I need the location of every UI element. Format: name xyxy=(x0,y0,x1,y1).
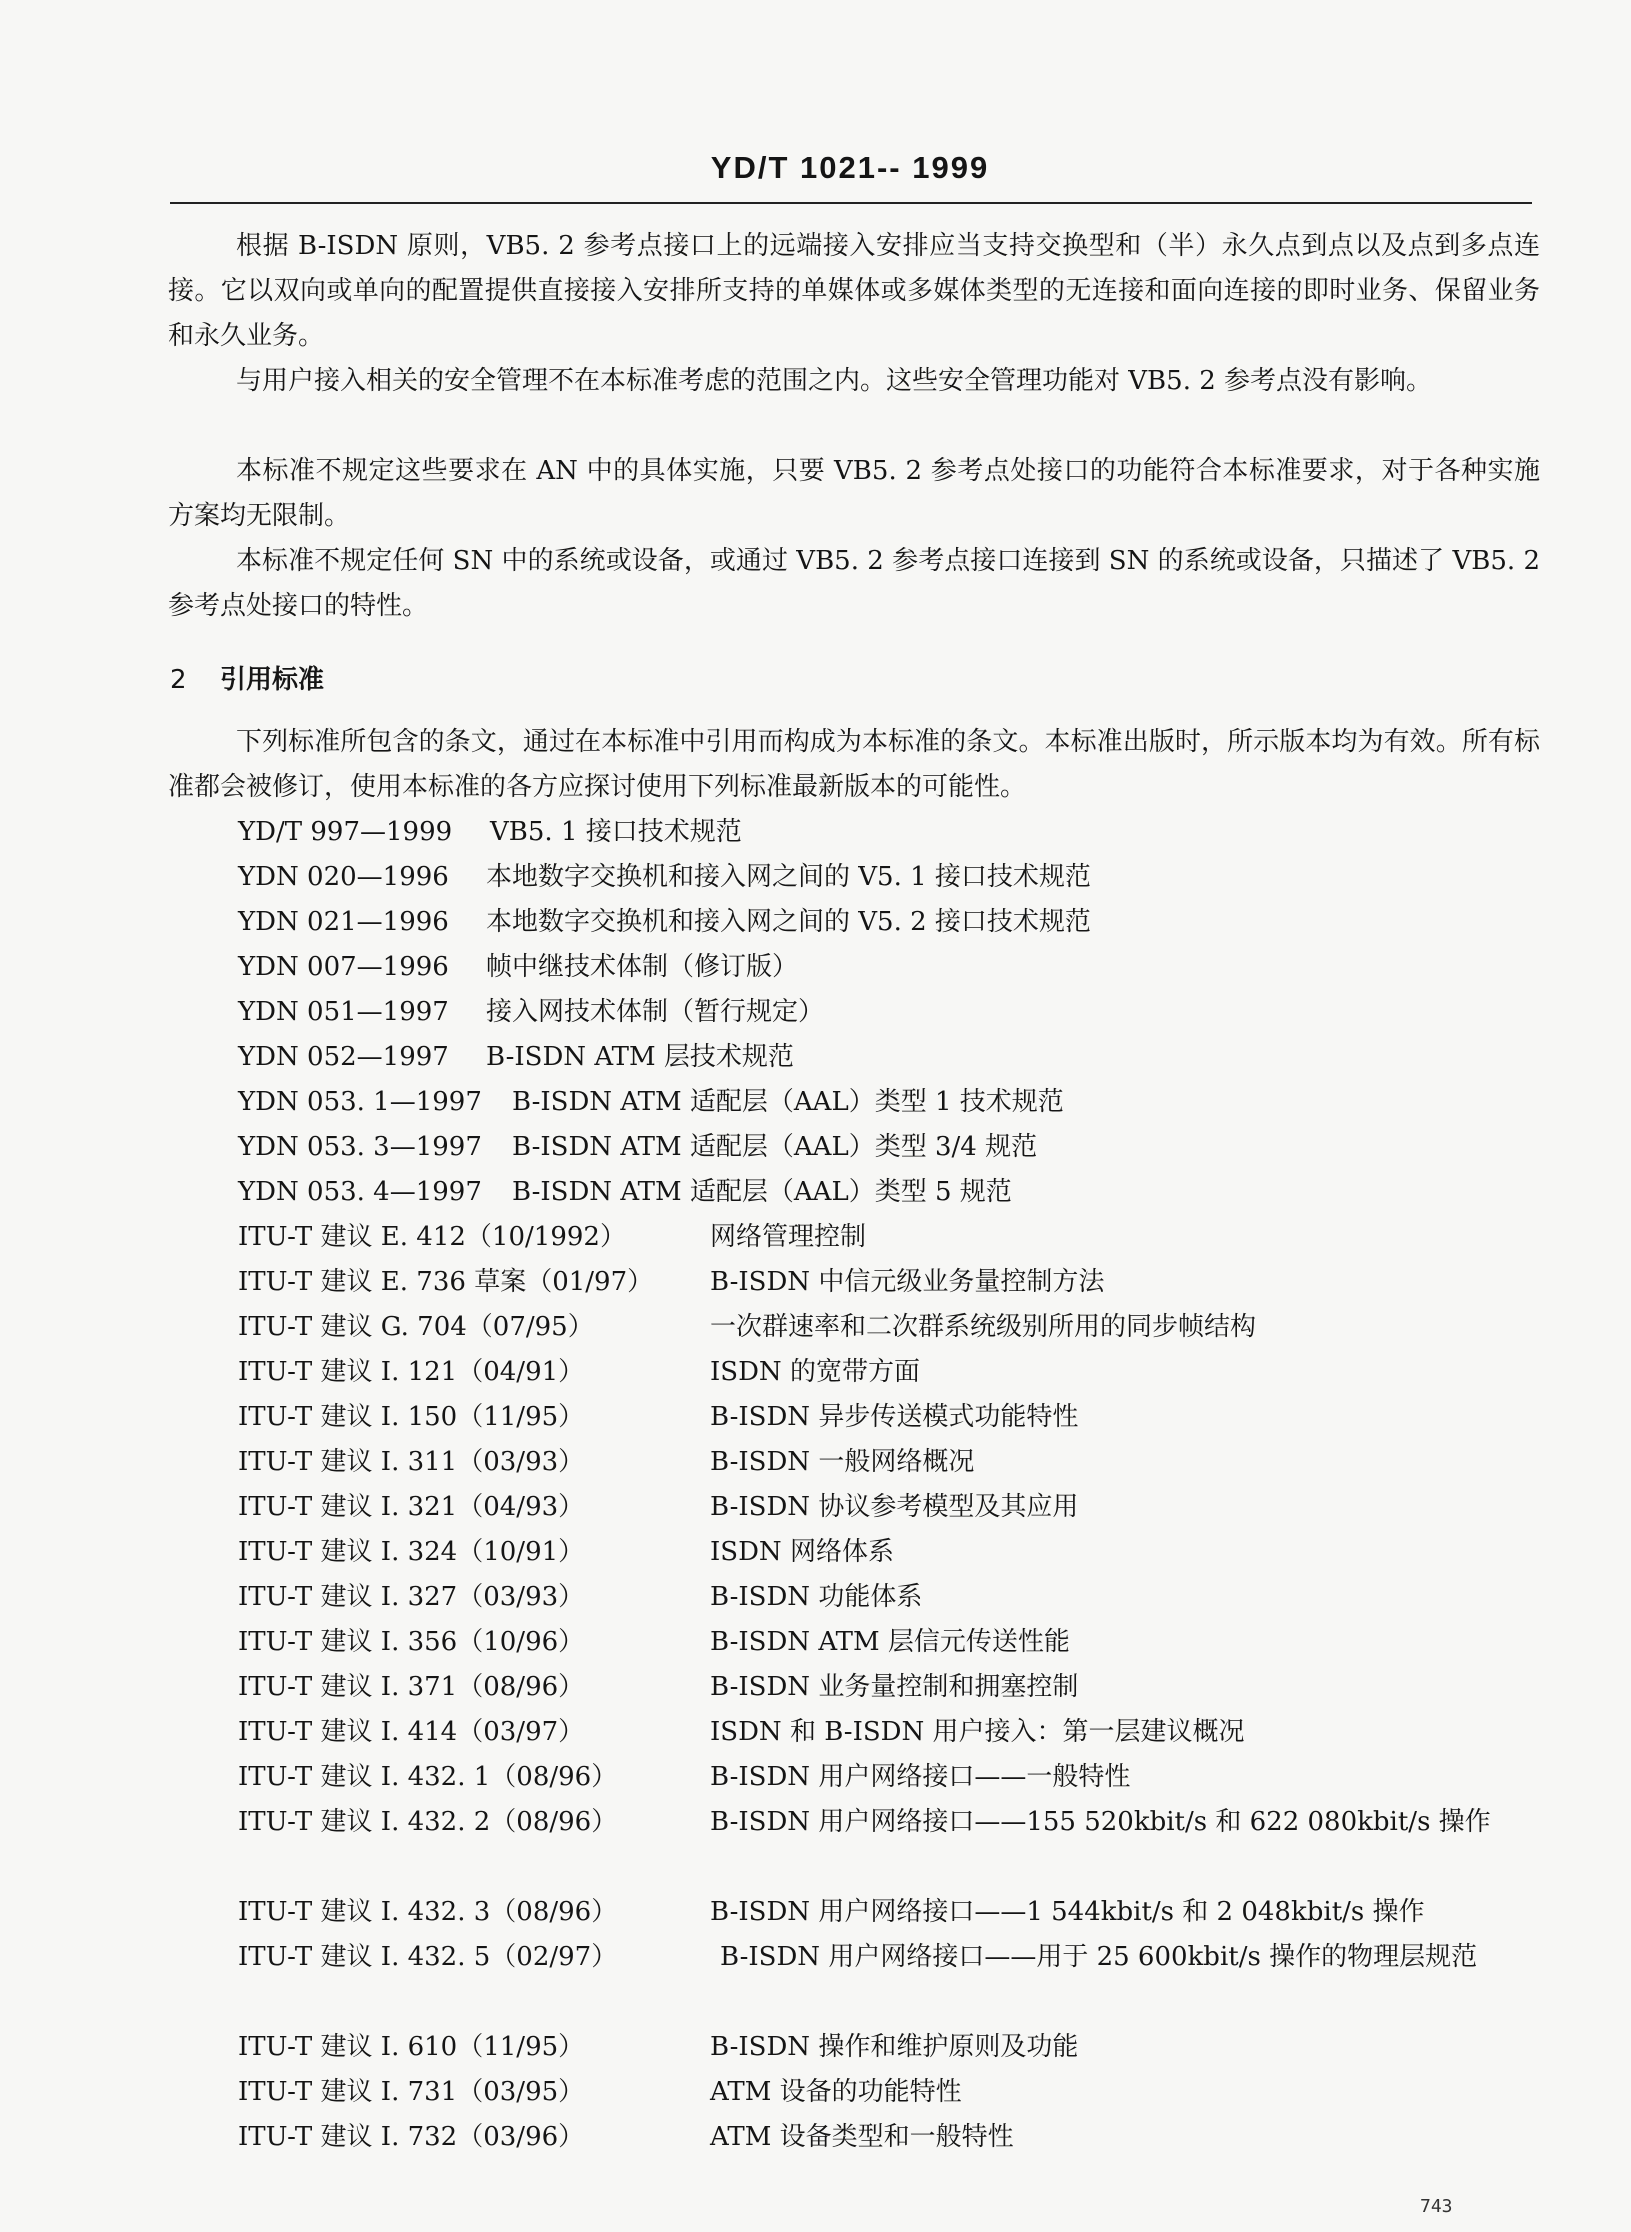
reference-code: ITU-T 建议 I. 150（11/95） xyxy=(238,1402,585,1432)
reference-item xyxy=(238,900,1548,945)
reference-title: B-ISDN 用户网络接口——一般特性 xyxy=(710,1762,1131,1792)
reference-code: ITU-T 建议 I. 432. 5（02/97） xyxy=(238,1942,618,1972)
reference-code: ITU-T 建议 I. 432. 1（08/96） xyxy=(238,1762,618,1792)
reference-code: YDN 051—1997 xyxy=(238,997,449,1027)
reference-title: B-ISDN 协议参考模型及其应用 xyxy=(710,1492,1079,1522)
reference-item xyxy=(238,2115,1548,2160)
reference-title: B-ISDN 一般网络概况 xyxy=(710,1447,975,1477)
header-rule xyxy=(170,202,1532,204)
reference-code: ITU-T 建议 I. 610（11/95） xyxy=(238,2032,585,2062)
reference-title: ATM 设备类型和一般特性 xyxy=(710,2122,1014,2152)
reference-item xyxy=(238,1800,1548,1890)
reference-item xyxy=(238,1710,1548,1755)
reference-title: B-ISDN 功能体系 xyxy=(710,1582,923,1612)
reference-title: 网络管理控制 xyxy=(710,1222,867,1252)
reference-item xyxy=(238,1035,1548,1080)
reference-code: ITU-T 建议 I. 432. 2（08/96） xyxy=(238,1807,618,1837)
reference-title: ISDN 网络体系 xyxy=(710,1537,894,1567)
reference-item xyxy=(238,1350,1548,1395)
reference-title: B-ISDN ATM 适配层（AAL）类型 1 技术规范 xyxy=(512,1087,1064,1117)
reference-title: B-ISDN 中信元级业务量控制方法 xyxy=(710,1267,1105,1297)
reference-code: ITU-T 建议 I. 732（03/96） xyxy=(238,2122,585,2152)
reference-item xyxy=(238,1665,1548,1710)
reference-title: B-ISDN 用户网络接口——用于 25 600kbit/s 操作的物理层规范 xyxy=(720,1942,1478,1972)
paragraph: 根据 B-ISDN 原则，VB5. 2 参考点接口上的远端接入安排应当支持交换型和（半）永久点到点以及点到多点连接。它以双向或单向的配置提供直接接入安排所支持的单媒体或多媒体类型的无连接和面向连接的即时业务、保留业务和永久业务。 xyxy=(168,231,1540,351)
section-number: 2 xyxy=(170,665,187,695)
reference-title: B-ISDN ATM 层技术规范 xyxy=(486,1042,794,1072)
section-intro: 下列标准所包含的条文，通过在本标准中引用而构成为本标准的条文。本标准出版时，所示版本均为有效。所有标准都会被修订，使用本标准的各方应探讨使用下列标准最新版本的可能性。 xyxy=(168,727,1540,802)
reference-item xyxy=(238,1530,1548,1575)
reference-code: ITU-T 建议 E. 736 草案（01/97） xyxy=(238,1267,654,1297)
reference-code: ITU-T 建议 I. 414（03/97） xyxy=(238,1717,585,1747)
reference-list xyxy=(238,810,1548,2160)
reference-item xyxy=(238,1575,1548,1620)
section-title: 引用标准 xyxy=(220,665,325,695)
reference-code: ITU-T 建议 I. 371（08/96） xyxy=(238,1672,585,1702)
reference-code: YD/T 997—1999 xyxy=(238,817,453,847)
paragraph: 本标准不规定这些要求在 AN 中的具体实施，只要 VB5. 2 参考点处接口的功能符合本标准要求，对于各种实施方案均无限制。 xyxy=(168,456,1540,531)
reference-code: YDN 020—1996 xyxy=(238,862,449,892)
page-header: YD/T 1021-- 1999 xyxy=(710,150,990,185)
reference-title: B-ISDN 异步传送模式功能特性 xyxy=(710,1402,1079,1432)
reference-item xyxy=(238,855,1548,900)
reference-title: ISDN 和 B-ISDN 用户接入：第一层建议概况 xyxy=(710,1717,1245,1747)
page-number: 743 xyxy=(1420,2196,1453,2217)
reference-title: B-ISDN 用户网络接口——155 520kbit/s 和 622 080kbit/s 操作 xyxy=(710,1807,1491,1837)
reference-title: B-ISDN 操作和维护原则及功能 xyxy=(710,2032,1079,2062)
reference-item xyxy=(238,1395,1548,1440)
reference-item xyxy=(238,1080,1548,1125)
paragraph: 本标准不规定任何 SN 中的系统或设备，或通过 VB5. 2 参考点接口连接到 SN 的系统或设备，只描述了 VB5. 2 参考点处接口的特性。 xyxy=(168,546,1540,621)
reference-code: YDN 052—1997 xyxy=(238,1042,449,1072)
reference-item xyxy=(238,1620,1548,1665)
reference-item xyxy=(238,810,1548,855)
reference-title: 帧中继技术体制（修订版） xyxy=(486,952,799,982)
reference-item xyxy=(238,2070,1548,2115)
reference-item xyxy=(238,1170,1548,1215)
reference-title: B-ISDN 业务量控制和拥塞控制 xyxy=(710,1672,1079,1702)
reference-item xyxy=(238,1485,1548,1530)
reference-code: ITU-T 建议 G. 704（07/95） xyxy=(238,1312,594,1342)
reference-code: ITU-T 建议 I. 324（10/91） xyxy=(238,1537,585,1567)
reference-title: 本地数字交换机和接入网之间的 V5. 2 接口技术规范 xyxy=(486,907,1091,937)
reference-code: ITU-T 建议 E. 412（10/1992） xyxy=(238,1222,626,1252)
reference-code: ITU-T 建议 I. 432. 3（08/96） xyxy=(238,1897,618,1927)
reference-title: B-ISDN ATM 适配层（AAL）类型 3/4 规范 xyxy=(512,1132,1038,1162)
reference-code: ITU-T 建议 I. 356（10/96） xyxy=(238,1627,585,1657)
paragraph: 与用户接入相关的安全管理不在本标准考虑的范围之内。这些安全管理功能对 VB5. 2 参考点没有影响。 xyxy=(236,366,1433,396)
reference-title: 一次群速率和二次群系统级别所用的同步帧结构 xyxy=(710,1312,1257,1342)
reference-item xyxy=(238,1935,1548,2025)
reference-title: B-ISDN ATM 层信元传送性能 xyxy=(710,1627,1070,1657)
reference-code: YDN 021—1996 xyxy=(238,907,449,937)
reference-item xyxy=(238,2025,1548,2070)
reference-item xyxy=(238,990,1548,1035)
reference-code: YDN 053. 4—1997 xyxy=(238,1177,482,1207)
reference-title: ISDN 的宽带方面 xyxy=(710,1357,920,1387)
reference-item xyxy=(238,945,1548,990)
reference-title: ATM 设备的功能特性 xyxy=(710,2077,962,2107)
reference-item xyxy=(238,1215,1548,1260)
reference-code: YDN 053. 3—1997 xyxy=(238,1132,482,1162)
reference-title: B-ISDN 用户网络接口——1 544kbit/s 和 2 048kbit/s 操作 xyxy=(710,1897,1425,1927)
reference-code: ITU-T 建议 I. 311（03/93） xyxy=(238,1447,585,1477)
reference-code: ITU-T 建议 I. 327（03/93） xyxy=(238,1582,585,1612)
reference-item xyxy=(238,1755,1548,1800)
reference-item xyxy=(238,1305,1548,1350)
reference-code: ITU-T 建议 I. 321（04/93） xyxy=(238,1492,585,1522)
reference-item xyxy=(238,1890,1548,1935)
reference-item xyxy=(238,1125,1548,1170)
reference-code: ITU-T 建议 I. 121（04/91） xyxy=(238,1357,585,1387)
reference-code: YDN 007—1996 xyxy=(238,952,449,982)
reference-title: 接入网技术体制（暂行规定） xyxy=(486,997,825,1027)
section-heading xyxy=(170,658,324,703)
reference-code: YDN 053. 1—1997 xyxy=(238,1087,482,1117)
reference-item xyxy=(238,1440,1548,1485)
reference-code: ITU-T 建议 I. 731（03/95） xyxy=(238,2077,585,2107)
reference-title: 本地数字交换机和接入网之间的 V5. 1 接口技术规范 xyxy=(486,862,1091,892)
reference-item xyxy=(238,1260,1548,1305)
reference-title: B-ISDN ATM 适配层（AAL）类型 5 规范 xyxy=(512,1177,1012,1207)
reference-title: VB5. 1 接口技术规范 xyxy=(490,817,742,847)
